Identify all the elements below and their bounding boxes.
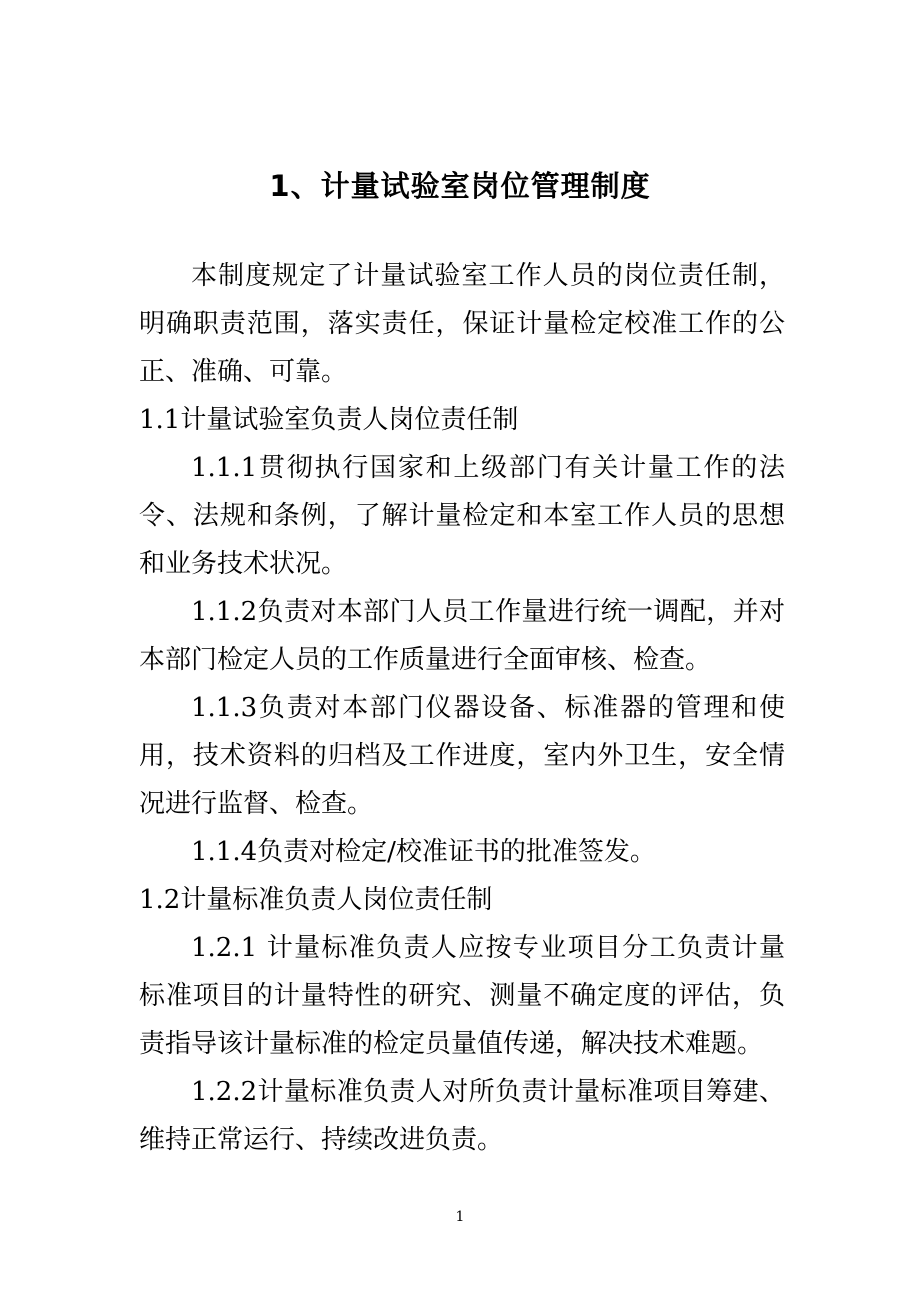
intro-paragraph: 本制度规定了计量试验室工作人员的岗位责任制，明确职责范围，落实责任，保证计量检定校准工作的公正、准确、可靠。 — [139, 261, 785, 387]
clause-1-2-1: 1.2.1 计量标准负责人应按专业项目分工负责计量标准项目的计量特性的研究、测量不确定度的评估，负责指导该计量标准的检定员量值传递，解决技术难题。 — [139, 933, 785, 1059]
document-body — [139, 252, 785, 1164]
section-heading-1-1: 1.1计量试验室负责人岗位责任制 — [139, 405, 519, 435]
clause-1-1-1: 1.1.1贯彻执行国家和上级部门有关计量工作的法令、法规和条例，了解计量检定和本室工作人员的思想和业务技术状况。 — [139, 453, 785, 579]
clause-1-1-3: 1.1.3负责对本部门仪器设备、标准器的管理和使用，技术资料的归档及工作进度，室内外卫生，安全情况进行监督、检查。 — [139, 693, 785, 819]
clause-1-1-4: 1.1.4负责对检定/校准证书的批准签发。 — [191, 837, 656, 867]
section-heading-1-2: 1.2计量标准负责人岗位责任制 — [139, 885, 493, 915]
clause-1-1-2: 1.1.2负责对本部门人员工作量进行统一调配，并对本部门检定人员的工作质量进行全面审核、检查。 — [139, 597, 785, 675]
document-title: 1、计量试验室岗位管理制度 — [269, 169, 651, 203]
page-number: 1 — [455, 1209, 465, 1225]
clause-1-2-2: 1.2.2计量标准负责人对所负责计量标准项目筹建、维持正常运行、持续改进负责。 — [139, 1077, 785, 1155]
